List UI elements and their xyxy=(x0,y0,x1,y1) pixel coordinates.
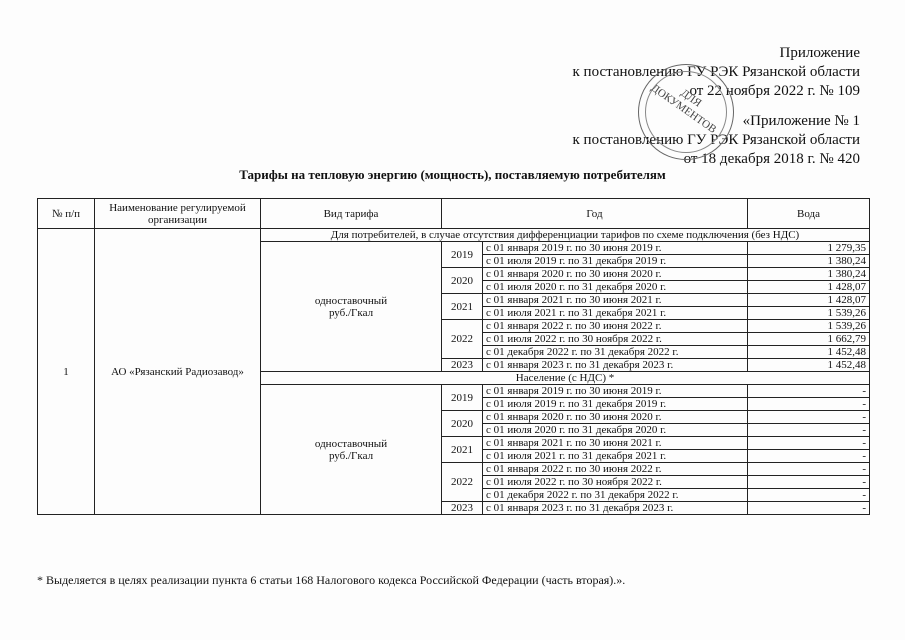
year-cell: 2021 xyxy=(442,294,483,320)
period-cell: с 01 декабря 2022 г. по 31 декабря 2022 г. xyxy=(483,346,748,359)
value-cell: 1 452,48 xyxy=(748,359,870,372)
year-cell: 2020 xyxy=(442,411,483,437)
period-cell: с 01 декабря 2022 г. по 31 декабря 2022 г. xyxy=(483,489,748,502)
value-cell: - xyxy=(748,450,870,463)
value-cell: 1 428,07 xyxy=(748,294,870,307)
period-cell: с 01 января 2019 г. по 30 июня 2019 г. xyxy=(483,242,748,255)
org-number: 1 xyxy=(38,229,95,515)
year-cell: 2023 xyxy=(442,502,483,515)
period-cell: с 01 июля 2022 г. по 30 ноября 2022 г. xyxy=(483,333,748,346)
period-cell: с 01 января 2020 г. по 30 июня 2020 г. xyxy=(483,411,748,424)
value-cell: - xyxy=(748,398,870,411)
value-cell: - xyxy=(748,463,870,476)
tariff-type xyxy=(261,242,442,372)
original-resolution-date: от 18 декабря 2018 г. № 420 xyxy=(683,151,860,167)
year-cell: 2022 xyxy=(442,320,483,359)
value-cell: - xyxy=(748,489,870,502)
value-cell: 1 452,48 xyxy=(748,346,870,359)
value-cell: 1 539,26 xyxy=(748,320,870,333)
period-cell: с 01 июля 2020 г. по 31 декабря 2020 г. xyxy=(483,281,748,294)
document-title: Тарифы на тепловую энергию (мощность), поставляемую потребителям xyxy=(239,167,666,182)
value-cell: 1 380,24 xyxy=(748,255,870,268)
section-title: Население (с НДС) * xyxy=(261,372,870,385)
value-cell: - xyxy=(748,411,870,424)
tariff-type xyxy=(261,385,442,515)
tariff-type-name: одноставочный xyxy=(314,437,388,450)
period-cell: с 01 января 2022 г. по 30 июня 2022 г. xyxy=(483,463,748,476)
year-cell: 2019 xyxy=(442,242,483,268)
original-resolution-reference: к постановлению ГУ РЭК Рязанской области xyxy=(572,132,860,148)
year-cell: 2020 xyxy=(442,268,483,294)
year-cell: 2023 xyxy=(442,359,483,372)
col-header-org: Наименование регулируемой организации xyxy=(95,199,261,229)
org-name: АО «Рязанский Радиозавод» xyxy=(95,229,261,515)
value-cell: - xyxy=(748,437,870,450)
year-cell: 2019 xyxy=(442,385,483,411)
value-cell: - xyxy=(748,502,870,515)
tariff-type-name: одноставочный xyxy=(314,294,388,307)
value-cell: 1 279,35 xyxy=(748,242,870,255)
col-header-type: Вид тарифа xyxy=(261,199,442,229)
period-cell: с 01 января 2020 г. по 30 июня 2020 г. xyxy=(483,268,748,281)
section-title: Для потребителей, в случае отсутствия дифференциации тарифов по схеме подключения (без НДС) xyxy=(261,229,870,242)
value-cell: 1 539,26 xyxy=(748,307,870,320)
value-cell: 1 662,79 xyxy=(748,333,870,346)
col-header-water: Вода xyxy=(748,199,870,229)
period-cell: с 01 июля 2019 г. по 31 декабря 2019 г. xyxy=(483,398,748,411)
stamp-text: ДЛЯ ДОКУМЕНТОВ xyxy=(648,82,719,136)
tariff-type-unit: руб./Гкал xyxy=(328,449,374,462)
period-cell: с 01 января 2023 г. по 31 декабря 2023 г. xyxy=(483,502,748,515)
period-cell: с 01 июля 2022 г. по 30 ноября 2022 г. xyxy=(483,476,748,489)
value-cell: - xyxy=(748,476,870,489)
period-cell: с 01 июля 2021 г. по 31 декабря 2021 г. xyxy=(483,307,748,320)
table-header-row xyxy=(38,199,870,229)
appendix-label: Приложение xyxy=(779,45,860,61)
year-cell: 2021 xyxy=(442,437,483,463)
value-cell: 1 428,07 xyxy=(748,281,870,294)
col-header-num: № п/п xyxy=(38,199,95,229)
year-cell: 2022 xyxy=(442,463,483,502)
period-cell: с 01 января 2021 г. по 30 июня 2021 г. xyxy=(483,437,748,450)
period-cell: с 01 июля 2019 г. по 31 декабря 2019 г. xyxy=(483,255,748,268)
period-cell: с 01 июля 2021 г. по 31 декабря 2021 г. xyxy=(483,450,748,463)
official-stamp xyxy=(638,64,734,160)
value-cell: - xyxy=(748,385,870,398)
value-cell: - xyxy=(748,424,870,437)
col-header-year: Год xyxy=(442,199,748,229)
period-cell: с 01 января 2019 г. по 30 июня 2019 г. xyxy=(483,385,748,398)
period-cell: с 01 января 2023 г. по 31 декабря 2023 г. xyxy=(483,359,748,372)
footnote: * Выделяется в целях реализации пункта 6 статьи 168 Налогового кодекса Российской Федерации (часть вторая).». xyxy=(37,573,626,587)
value-cell: 1 380,24 xyxy=(748,268,870,281)
period-cell: с 01 июля 2020 г. по 31 декабря 2020 г. xyxy=(483,424,748,437)
original-appendix-label: «Приложение № 1 xyxy=(742,113,860,129)
resolution-date: от 22 ноября 2022 г. № 109 xyxy=(689,83,860,99)
resolution-reference: к постановлению ГУ РЭК Рязанской области xyxy=(572,64,860,80)
tariff-type-unit: руб./Гкал xyxy=(328,306,374,319)
tariff-table xyxy=(37,198,870,515)
period-cell: с 01 января 2021 г. по 30 июня 2021 г. xyxy=(483,294,748,307)
period-cell: с 01 января 2022 г. по 30 июня 2022 г. xyxy=(483,320,748,333)
section-title-row xyxy=(38,229,870,242)
